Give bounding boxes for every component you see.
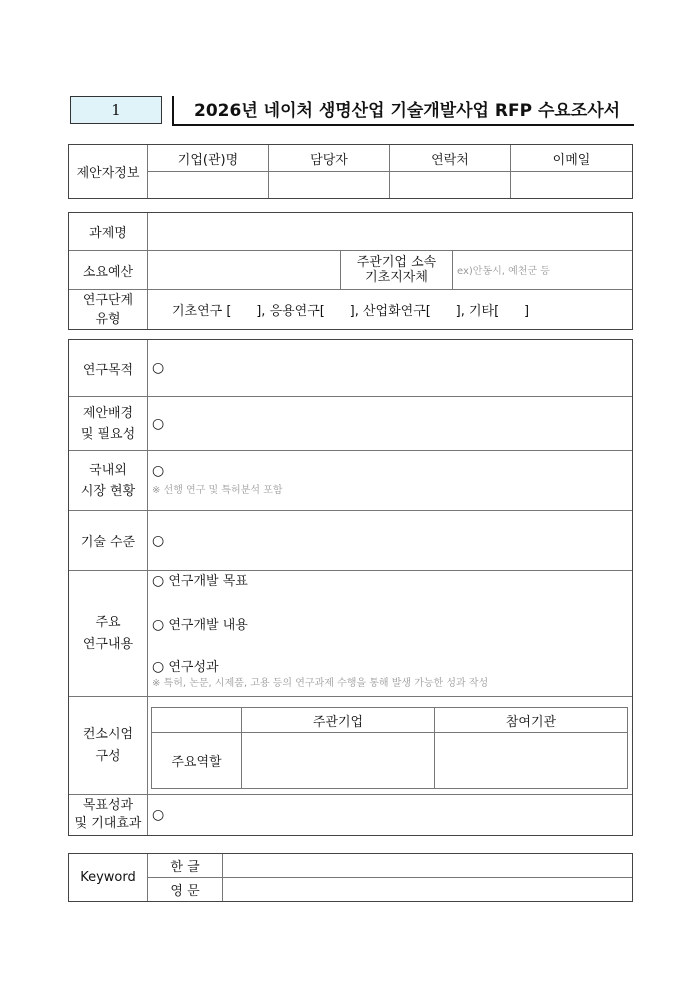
- keyword-english-label: 영 문: [148, 878, 223, 902]
- details-table: [68, 339, 633, 836]
- project-title-field[interactable]: [148, 213, 633, 251]
- main-content-label-line2: 연구내용: [82, 636, 134, 652]
- region-label-line2: 기초지자체: [365, 270, 428, 285]
- background-label-line1: 제안배경: [82, 405, 134, 421]
- background-field[interactable]: [148, 397, 633, 451]
- tech-level-label: 기술 수준: [69, 511, 148, 571]
- stage-label: [69, 290, 148, 330]
- project-table: [68, 212, 633, 330]
- main-note: ※ 특허, 논문, 시제품, 고용 등의 연구과제 수행을 통해 발생 가능한 성과 작성: [152, 678, 489, 689]
- consortium-col-partner: 참여기관: [435, 708, 628, 733]
- consortium-corner: [152, 708, 242, 733]
- goal-label: [69, 795, 148, 836]
- stage-options[interactable]: 기초연구 [ ], 응용연구[ ], 산업화연구[ ], 기타[ ]: [148, 290, 633, 330]
- main-item-content: 연구개발 내용: [168, 618, 248, 633]
- keyword-korean-field[interactable]: [223, 854, 633, 878]
- background-label-line2: 및 필요성: [80, 426, 136, 442]
- consortium-label: [69, 697, 148, 795]
- bullet-circle: ○: [152, 532, 165, 549]
- market-field[interactable]: [148, 451, 633, 511]
- project-title-label: 과제명: [69, 213, 148, 251]
- page-title: 2026년 네이처 생명산업 기술개발사업 RFP 수요조사서: [172, 96, 634, 126]
- bullet-circle: ○: [152, 415, 165, 432]
- market-label-line2: 시장 현황: [80, 483, 136, 499]
- goal-label-line2: 및 기대효과: [74, 816, 142, 831]
- main-item-results: 연구성과: [168, 660, 219, 675]
- consortium-col-lead: 주관기업: [242, 708, 435, 733]
- contact-person-field[interactable]: [269, 172, 390, 199]
- lead-role-field[interactable]: [242, 733, 435, 789]
- main-item-goal: 연구개발 목표: [168, 574, 248, 589]
- goal-label-line1: 목표성과: [82, 798, 134, 813]
- tech-level-field[interactable]: [148, 511, 633, 571]
- consortium-role-label: 주요역할: [152, 733, 242, 789]
- section-number: 1: [70, 96, 162, 124]
- market-label-line1: 국내외: [89, 462, 127, 478]
- keyword-table: [68, 853, 633, 902]
- bullet-circle: ○: [152, 659, 165, 675]
- keyword-english-field[interactable]: [223, 878, 633, 902]
- partner-role-field[interactable]: [435, 733, 628, 789]
- col-email: 이메일: [511, 145, 633, 172]
- main-content-label-line1: 주요: [95, 614, 121, 630]
- main-content-field[interactable]: [148, 571, 633, 697]
- col-contact-person: 담당자: [269, 145, 390, 172]
- background-label: [69, 397, 148, 451]
- proposer-label: 제안자정보: [69, 145, 148, 199]
- bullet-circle: ○: [152, 807, 165, 823]
- bullet-circle: ○: [152, 573, 165, 589]
- region-field[interactable]: [453, 251, 633, 290]
- consortium-label-line1: 컨소시엄: [82, 726, 134, 742]
- phone-field[interactable]: [390, 172, 511, 199]
- keyword-korean-label: 한 글: [148, 854, 223, 878]
- bullet-circle: ○: [152, 360, 165, 376]
- keyword-label: Keyword: [69, 854, 148, 902]
- stage-label-line2: 유형: [95, 311, 121, 327]
- consortium-cell: [148, 697, 633, 795]
- consortium-label-line2: 구성: [95, 748, 121, 764]
- consortium-table: [151, 707, 628, 789]
- email-field[interactable]: [511, 172, 633, 199]
- region-label: [341, 251, 453, 290]
- budget-field[interactable]: [148, 251, 341, 290]
- bullet-circle: ○: [152, 617, 165, 633]
- proposer-table: [68, 144, 633, 199]
- region-label-line1: 주관기업 소속: [356, 255, 437, 270]
- main-content-label: [69, 571, 148, 697]
- col-phone: 연락처: [390, 145, 511, 172]
- col-org-name: 기업(관)명: [148, 145, 269, 172]
- bullet-circle: ○: [152, 462, 165, 479]
- market-label: [69, 451, 148, 511]
- region-placeholder: ex)안동시, 예천군 등: [457, 266, 550, 277]
- market-note: ※ 선행 연구 및 특허분석 포함: [152, 484, 283, 496]
- purpose-label: 연구목적: [69, 340, 148, 397]
- stage-label-line1: 연구단계: [82, 292, 134, 308]
- goal-field[interactable]: [148, 795, 633, 836]
- org-name-field[interactable]: [148, 172, 269, 199]
- purpose-field[interactable]: [148, 340, 633, 397]
- budget-label: 소요예산: [69, 251, 148, 290]
